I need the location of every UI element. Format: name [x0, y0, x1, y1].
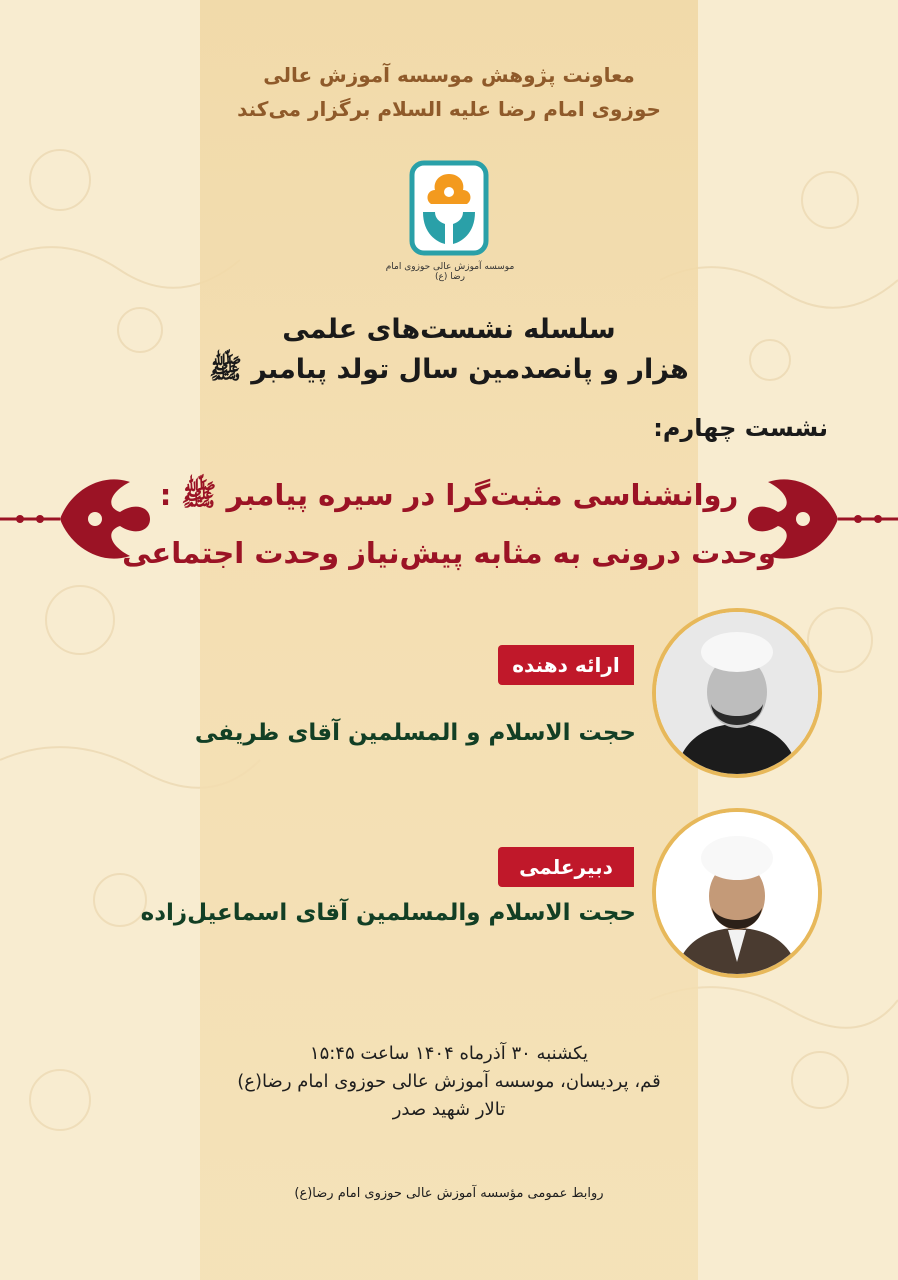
presenter-name: حجت الاسلام و المسلمین آقای ظریفی: [194, 720, 636, 746]
event-info: [0, 1040, 898, 1124]
secretary-role-badge: دبیرعلمی: [498, 847, 634, 887]
secretary-photo: [652, 808, 822, 978]
session-label: نشست چهارم:: [653, 414, 828, 442]
organizer-text: [0, 58, 898, 126]
event-hall: تالار شهید صدر: [392, 1099, 506, 1120]
series-title: [0, 310, 898, 390]
presenter-photo: [652, 608, 822, 778]
series-line2: هزار و پانصدمین سال تولد پیامبر ﷺ: [209, 354, 689, 385]
secretary-name: حجت الاسلام والمسلمین آقای اسماعیل‌زاده: [140, 900, 636, 926]
presenter-role-badge: ارائه دهنده: [498, 645, 634, 685]
topic-title: [0, 466, 898, 582]
series-line1: سلسله نشست‌های علمی: [282, 314, 616, 345]
event-datetime: یکشنبه ۳۰ آذرماه ۱۴۰۴ ساعت ۱۵:۴۵: [309, 1043, 589, 1064]
event-venue: قم، پردیسان، موسسه آموزش عالی حوزوی امام رضا(ع): [237, 1071, 661, 1092]
organizer-line2: حوزوی امام رضا علیه السلام برگزار می‌کند: [237, 97, 661, 121]
institute-logo: [409, 160, 489, 256]
organizer-line1: معاونت پژوهش موسسه آموزش عالی: [263, 63, 635, 87]
footer-text: روابط عمومی مؤسسه آموزش عالی حوزوی امام رضا(ع): [294, 1186, 604, 1201]
logo-caption: موسسه آموزش عالی حوزوی امام رضا (ع): [385, 262, 515, 282]
topic-line1: روانشناسی مثبت‌گرا در سیره پیامبر ﷺ :: [159, 478, 739, 512]
topic-line2: وحدت درونی به مثابه پیش‌نیاز وحدت اجتماعی: [122, 536, 776, 570]
